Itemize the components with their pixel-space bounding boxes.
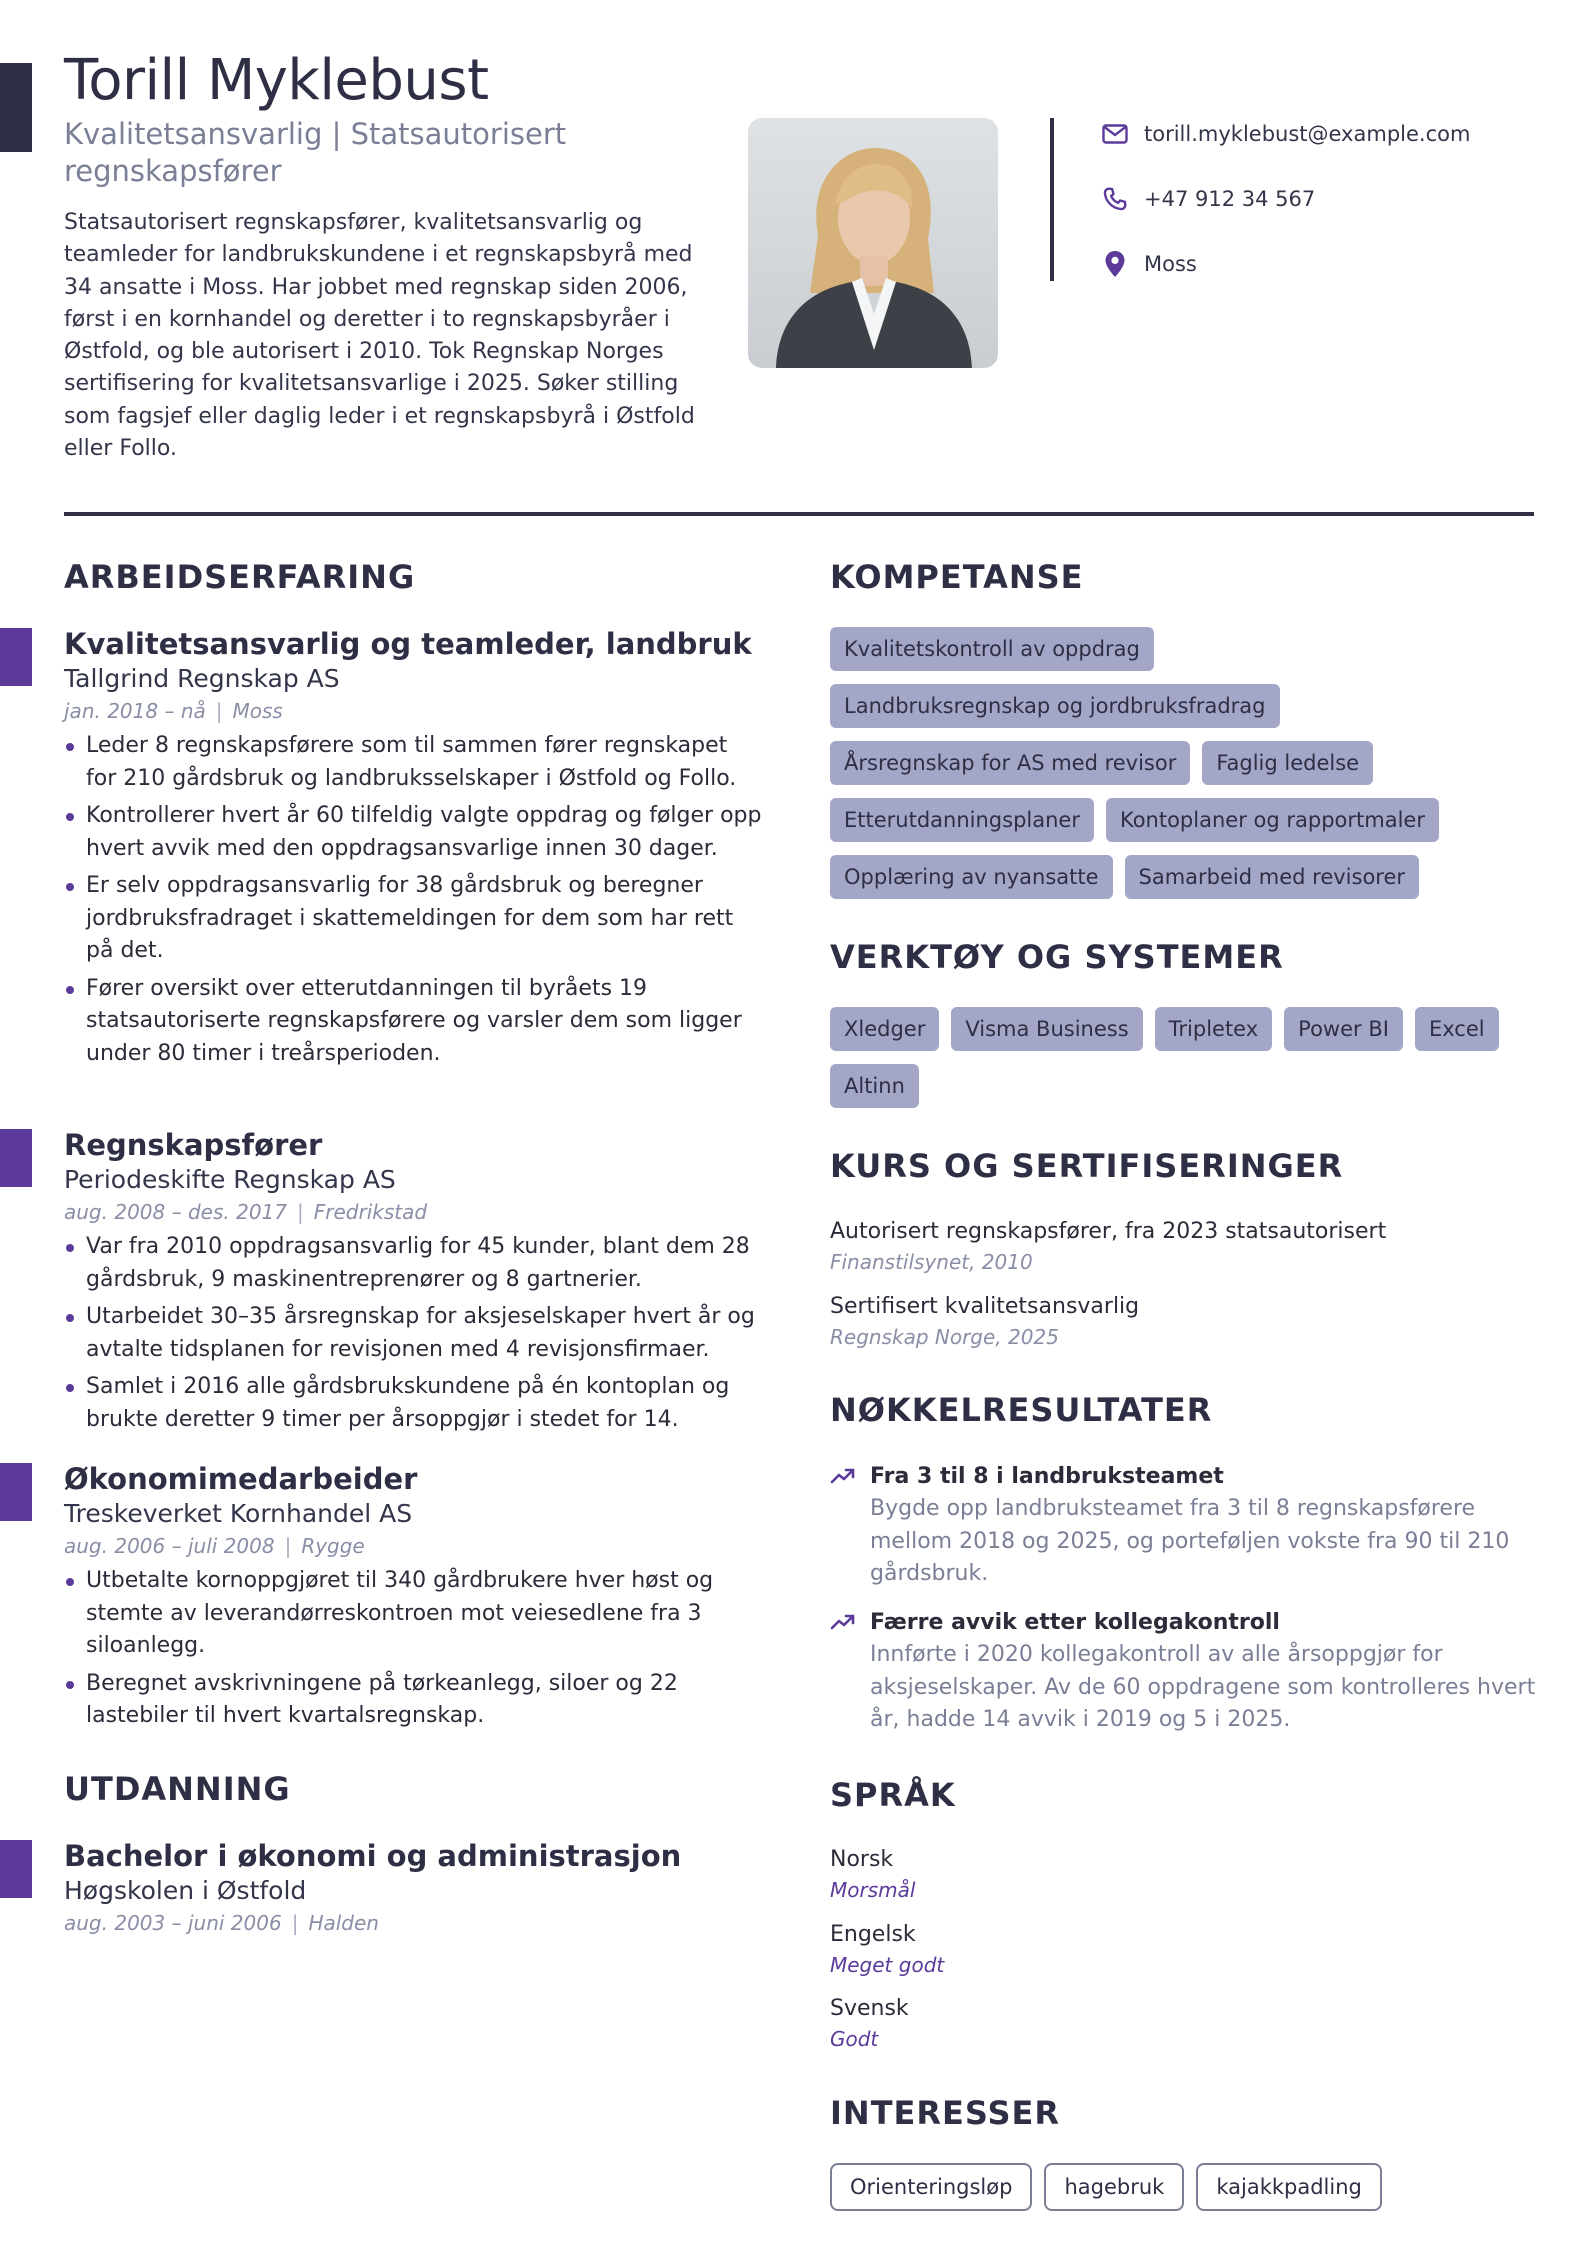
course-issuer: Regnskap Norge, 2025: [830, 1325, 1059, 1349]
job-company: Periodeskifte Regnskap AS: [64, 1165, 396, 1194]
tool-chip: Power BI: [1284, 1007, 1403, 1051]
result-item: [830, 1461, 1540, 1591]
job-bullets: [64, 730, 764, 1070]
trend-up-icon: [830, 1467, 856, 1489]
trend-up-icon: [830, 1613, 856, 1635]
interest-chip: hagebruk: [1044, 2163, 1184, 2211]
education-place: Halden: [308, 1911, 379, 1935]
course-title: Autorisert regnskapsfører, fra 2023 statsautorisert: [830, 1219, 1387, 1244]
skill-chip: Landbruksregnskap og jordbruksfradrag: [830, 684, 1280, 728]
tools-chip-list: [830, 1007, 1530, 1108]
section-title-courses: KURS OG SERTIFISERINGER: [830, 1147, 1344, 1185]
contact-divider: [1050, 118, 1054, 281]
location-pin-icon: [1100, 249, 1130, 279]
section-title-languages: SPRÅK: [830, 1776, 956, 1814]
contact-location: [1100, 249, 1197, 279]
job-dates: aug. 2008 – des. 2017: [64, 1200, 287, 1224]
skills-chip-list: [830, 627, 1530, 899]
skill-chip: Kontoplaner og rapportmaler: [1106, 798, 1439, 842]
job-entry: [64, 626, 764, 1075]
language-item: [830, 1845, 1540, 1905]
job-accent-bar: [0, 1129, 32, 1187]
profile-photo: [748, 118, 998, 368]
education-dates: aug. 2003 – juni 2006: [64, 1911, 282, 1935]
result-title: Fra 3 til 8 i landbruksteamet: [870, 1464, 1224, 1489]
section-title-interests: INTERESSER: [830, 2094, 1061, 2132]
tool-chip: Visma Business: [951, 1007, 1142, 1051]
section-title-experience: ARBEIDSERFARING: [64, 558, 416, 596]
job-accent-bar: [0, 1463, 32, 1521]
job-place: Fredrikstad: [313, 1200, 428, 1224]
tool-chip: Altinn: [830, 1064, 919, 1108]
job-meta: aug. 2008 – des. 2017 | Fredrikstad: [64, 1200, 428, 1224]
job-title: Økonomimedarbeider: [64, 1462, 418, 1496]
phone-text: +47 912 34 567: [1144, 187, 1316, 211]
person-name: Torill Myklebust: [64, 48, 489, 113]
result-text: Bygde opp landbruksteamet fra 3 til 8 regnskapsførere mellom 2018 og 2025, og porteføljen vokste fra 90 til 210 gårdsbruk.: [870, 1496, 1510, 1586]
course-issuer: Finanstilsynet, 2010: [830, 1250, 1033, 1274]
header-accent-bar: [0, 63, 32, 152]
course-title: Sertifisert kvalitetsansvarlig: [830, 1294, 1140, 1319]
skill-chip: Opplæring av nyansatte: [830, 855, 1113, 899]
course-entry: [830, 1292, 1540, 1352]
education-entry: [64, 1838, 764, 1938]
contact-phone[interactable]: [1100, 184, 1315, 214]
interest-chip: kajakkpadling: [1196, 2163, 1382, 2211]
language-level: Godt: [830, 2027, 879, 2051]
person-title: Kvalitetsansvarlig | Statsautorisert regnskapsfører: [64, 117, 567, 188]
email-text: torill.myklebust@example.com: [1144, 122, 1471, 146]
header-divider: [64, 512, 1534, 516]
skill-chip: Etterutdanningsplaner: [830, 798, 1094, 842]
language-name: Norsk: [830, 1847, 894, 1872]
school-name: Høgskolen i Østfold: [64, 1876, 307, 1905]
job-meta: jan. 2018 – nå | Moss: [64, 699, 283, 723]
location-text: Moss: [1144, 252, 1197, 276]
job-dates: jan. 2018 – nå: [64, 699, 206, 723]
result-text: Innførte i 2020 kollegakontroll av alle årsoppgjør for aksjeselskaper. Av de 60 oppdragene som kontrolleres hvert år, hadde 14 avvik i 2019 og 5 i 2025.: [870, 1642, 1536, 1732]
education-meta: aug. 2003 – juni 2006 | Halden: [64, 1911, 379, 1935]
contact-email[interactable]: [1100, 119, 1470, 149]
job-dates: aug. 2006 – juli 2008: [64, 1534, 275, 1558]
tool-chip: Xledger: [830, 1007, 939, 1051]
job-bullet: Er selv oppdragsansvarlig for 38 gårdsbruk og beregner jordbruksfradraget i skattemeldingen for dem som har rett på det.: [64, 870, 764, 968]
language-item: [830, 1994, 1540, 2054]
language-level: Morsmål: [830, 1878, 916, 1902]
job-title: Kvalitetsansvarlig og teamleder, landbruk: [64, 627, 752, 661]
job-bullet: Utarbeidet 30–35 årsregnskap for aksjeselskaper hvert år og avtalte tidsplanen for revisjonen med 4 revisjonsfirmaer.: [64, 1301, 764, 1366]
mail-icon: [1100, 119, 1130, 149]
job-entry: [64, 1461, 764, 1738]
job-bullet: Beregnet avskrivningene på tørkeanlegg, siloer og 22 lastebiler til hvert kvartalsregnskap.: [64, 1668, 764, 1733]
language-level: Meget godt: [830, 1953, 945, 1977]
tool-chip: Tripletex: [1155, 1007, 1273, 1051]
degree-title: Bachelor i økonomi og administrasjon: [64, 1839, 682, 1873]
language-name: Svensk: [830, 1996, 909, 2021]
job-bullet: Kontrollerer hvert år 60 tilfeldig valgte oppdrag og følger opp hvert avvik med den oppdragsansvarlige innen 30 dager.: [64, 800, 764, 865]
job-bullets: [64, 1231, 764, 1436]
profile-summary: Statsautorisert regnskapsfører, kvalitetsansvarlig og teamleder for landbrukskundene i et regnskapsbyrå med 34 ansatte i Moss. Har jobbet med regnskap siden 2006, først i en kornhandel og deretter i to regnskapsbyråer i Østfold, og ble autorisert i 2010. Tok Regnskap Norges sertifisering for kvalitetsansvarlige i 2025. Søker stilling som fagsjef eller daglig leder i et regnskapsbyrå i Østfold eller Follo.: [64, 210, 695, 462]
language-name: Engelsk: [830, 1922, 916, 1947]
job-title: Regnskapsfører: [64, 1128, 323, 1162]
skill-chip: Faglig ledelse: [1202, 741, 1373, 785]
result-title: Færre avvik etter kollegakontroll: [870, 1610, 1280, 1635]
section-title-education: UTDANNING: [64, 1770, 291, 1808]
job-company: Tallgrind Regnskap AS: [64, 664, 340, 693]
course-entry: [830, 1217, 1540, 1277]
interest-chip: Orienteringsløp: [830, 2163, 1032, 2211]
job-bullets: [64, 1565, 764, 1733]
job-bullet: Fører oversikt over etterutdanningen til byråets 19 statsautoriserte regnskapsførere og varsler dem som ligger under 80 timer i treårsperioden.: [64, 973, 764, 1071]
tool-chip: Excel: [1415, 1007, 1499, 1051]
section-title-skills: KOMPETANSE: [830, 558, 1084, 596]
skill-chip: Samarbeid med revisorer: [1125, 855, 1420, 899]
job-entry: [64, 1127, 764, 1441]
job-bullet: Leder 8 regnskapsførere som til sammen fører regnskapet for 210 gårdsbruk og landbruksselskaper i Østfold og Follo.: [64, 730, 764, 795]
job-meta: aug. 2006 – juli 2008 | Rygge: [64, 1534, 365, 1558]
interest-chip-list: [830, 2163, 1530, 2211]
result-item: [830, 1607, 1540, 1737]
section-title-tools: VERKTØY OG SYSTEMER: [830, 938, 1284, 976]
section-title-results: NØKKELRESULTATER: [830, 1391, 1213, 1429]
job-bullet: Utbetalte kornoppgjøret til 340 gårdbrukere hver høst og stemte av leverandørreskontroen mot veiesedlene fra 3 siloanlegg.: [64, 1565, 764, 1663]
language-item: [830, 1920, 1540, 1980]
job-bullet: Samlet i 2016 alle gårdsbrukskundene på én kontoplan og brukte deretter 9 timer per årsoppgjør i stedet for 14.: [64, 1371, 764, 1436]
job-bullet: Var fra 2010 oppdragsansvarlig for 45 kunder, blant dem 28 gårdsbruk, 9 maskinentreprenører og 8 gartnerier.: [64, 1231, 764, 1296]
skill-chip: Kvalitetskontroll av oppdrag: [830, 627, 1154, 671]
job-place: Rygge: [301, 1534, 365, 1558]
job-place: Moss: [232, 699, 283, 723]
job-accent-bar: [0, 628, 32, 686]
job-company: Treskeverket Kornhandel AS: [64, 1499, 413, 1528]
phone-icon: [1100, 184, 1130, 214]
skill-chip: Årsregnskap for AS med revisor: [830, 741, 1190, 785]
education-accent-bar: [0, 1840, 32, 1898]
